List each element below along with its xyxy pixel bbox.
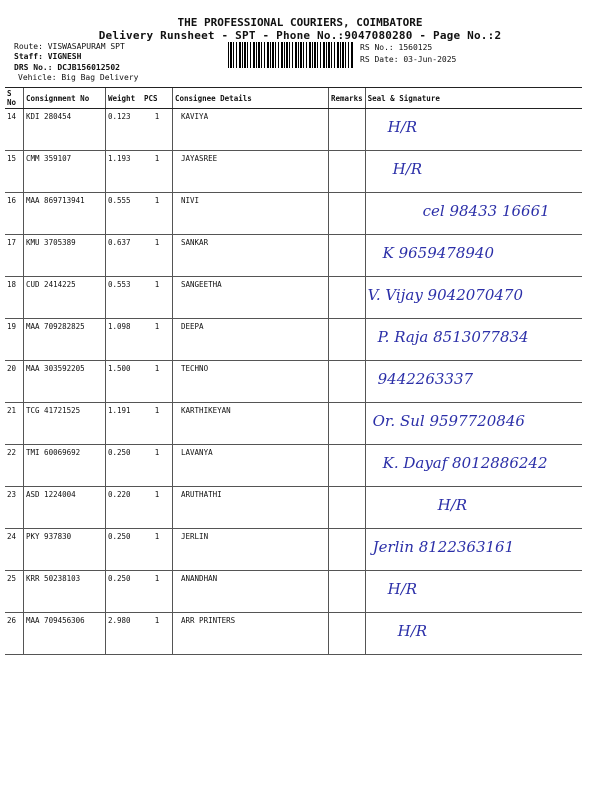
cell-sno: 23: [5, 487, 24, 529]
cell-consignee: JERLIN: [173, 529, 329, 571]
cell-pcs: 1: [142, 109, 173, 151]
cell-consignment-no: MAA 869713941: [24, 193, 106, 235]
cell-consignment-no: KMU 3705389: [24, 235, 106, 277]
cell-pcs: 1: [142, 487, 173, 529]
cell-signature: [365, 193, 582, 235]
cell-sno: 18: [5, 277, 24, 319]
cell-weight: 0.250: [106, 571, 143, 613]
cell-consignment-no: KDI 280454: [24, 109, 106, 151]
handwritten-signature: V. Vijay 9042070470: [367, 286, 523, 304]
cell-sno: 22: [5, 445, 24, 487]
cell-consignee: SANGEETHA: [173, 277, 329, 319]
cell-weight: 1.191: [106, 403, 143, 445]
cell-consignee: ARR PRINTERS: [173, 613, 329, 655]
cell-consignee: JAYASREE: [173, 151, 329, 193]
handwritten-signature: cel 98433 16661: [422, 202, 550, 220]
col-header-signature: Seal & Signature: [365, 88, 582, 109]
cell-remarks: [329, 529, 366, 571]
cell-weight: 0.553: [106, 277, 143, 319]
cell-consignee: LAVANYA: [173, 445, 329, 487]
cell-consignee: NIVI: [173, 193, 329, 235]
cell-remarks: [329, 277, 366, 319]
cell-sno: 25: [5, 571, 24, 613]
cell-signature: [365, 151, 582, 193]
cell-remarks: [329, 319, 366, 361]
col-header-pcs: PCS: [142, 88, 173, 109]
col-header-remarks: Remarks: [329, 88, 366, 109]
table-header-row: [5, 88, 582, 109]
cell-consignment-no: CUD 2414225: [24, 277, 106, 319]
handwritten-signature: H/R: [392, 160, 423, 178]
cell-consignment-no: ASD 1224004: [24, 487, 106, 529]
cell-remarks: [329, 109, 366, 151]
table-row: [5, 445, 582, 487]
cell-consignee: SANKAR: [173, 235, 329, 277]
cell-consignment-no: PKY 937830: [24, 529, 106, 571]
cell-sno: 19: [5, 319, 24, 361]
cell-sno: 21: [5, 403, 24, 445]
col-header-consignment: Consignment No: [24, 88, 106, 109]
cell-signature: [365, 403, 582, 445]
cell-signature: [365, 319, 582, 361]
cell-consignee: ARUTHATHI: [173, 487, 329, 529]
cell-weight: 0.250: [106, 445, 143, 487]
cell-weight: 0.220: [106, 487, 143, 529]
runsheet-subtitle: Delivery Runsheet - SPT - Phone No.:9047080280 - Page No.:2: [98, 29, 502, 42]
handwritten-signature: K 9659478940: [382, 244, 495, 262]
handwritten-signature: Or. Sul 9597720846: [372, 412, 525, 430]
handwritten-signature: H/R: [437, 496, 468, 514]
cell-consignee: ANANDHAN: [173, 571, 329, 613]
cell-sno: 24: [5, 529, 24, 571]
cell-signature: [365, 361, 582, 403]
cell-sno: 15: [5, 151, 24, 193]
barcode-image: [228, 42, 353, 68]
route-text: Route: VISWASAPURAM SPT: [14, 42, 125, 51]
cell-sno: 26: [5, 613, 24, 655]
rs-number: RS No.: 1560125: [360, 43, 433, 52]
col-header-consignee: Consignee Details: [173, 88, 329, 109]
vehicle-text: Vehicle: Big Bag Delivery: [18, 73, 139, 82]
cell-remarks: [329, 445, 366, 487]
cell-signature: [365, 235, 582, 277]
cell-signature: [365, 277, 582, 319]
cell-pcs: 1: [142, 529, 173, 571]
col-header-sno: S No: [5, 88, 24, 109]
table-row: [5, 151, 582, 193]
cell-weight: 1.098: [106, 319, 143, 361]
rs-date: RS Date: 03-Jun-2025: [360, 55, 457, 64]
cell-remarks: [329, 361, 366, 403]
table-row: [5, 361, 582, 403]
cell-weight: 2.980: [106, 613, 143, 655]
cell-consignment-no: MAA 709282825: [24, 319, 106, 361]
table-row: [5, 277, 582, 319]
cell-pcs: 1: [142, 235, 173, 277]
cell-remarks: [329, 151, 366, 193]
table-row: [5, 235, 582, 277]
table-row: [5, 613, 582, 655]
handwritten-signature: H/R: [387, 118, 418, 136]
cell-remarks: [329, 487, 366, 529]
table-row: [5, 319, 582, 361]
handwritten-signature: 9442263337: [377, 370, 474, 388]
cell-pcs: 1: [142, 361, 173, 403]
cell-sno: 16: [5, 193, 24, 235]
cell-consignment-no: TCG 41721525: [24, 403, 106, 445]
cell-remarks: [329, 193, 366, 235]
cell-remarks: [329, 235, 366, 277]
cell-weight: 0.555: [106, 193, 143, 235]
cell-weight: 0.123: [106, 109, 143, 151]
cell-consignment-no: MAA 709456306: [24, 613, 106, 655]
cell-pcs: 1: [142, 571, 173, 613]
cell-remarks: [329, 613, 366, 655]
cell-pcs: 1: [142, 403, 173, 445]
table-row: [5, 193, 582, 235]
cell-weight: 0.250: [106, 529, 143, 571]
cell-pcs: 1: [142, 151, 173, 193]
staff-text: Staff: VIGNESH: [14, 52, 82, 61]
cell-signature: [365, 487, 582, 529]
handwritten-signature: H/R: [397, 622, 428, 640]
drs-text: DRS No.: DCJB156012502: [14, 63, 120, 72]
cell-weight: 0.637: [106, 235, 143, 277]
table-row: [5, 571, 582, 613]
cell-consignee: DEEPA: [173, 319, 329, 361]
runsheet-table: [5, 87, 582, 655]
cell-remarks: [329, 403, 366, 445]
cell-consignment-no: CMM 359107: [24, 151, 106, 193]
cell-pcs: 1: [142, 319, 173, 361]
table-row: [5, 109, 582, 151]
col-header-weight: Weight: [106, 88, 143, 109]
cell-signature: [365, 109, 582, 151]
cell-signature: [365, 529, 582, 571]
cell-sno: 14: [5, 109, 24, 151]
cell-consignee: KAVIYA: [173, 109, 329, 151]
handwritten-signature: K. Dayaf 8012886242: [382, 454, 548, 472]
cell-pcs: 1: [142, 613, 173, 655]
cell-signature: [365, 445, 582, 487]
cell-consignment-no: MAA 303592205: [24, 361, 106, 403]
cell-sno: 17: [5, 235, 24, 277]
cell-consignee: TECHNO: [173, 361, 329, 403]
table-row: [5, 529, 582, 571]
cell-pcs: 1: [142, 193, 173, 235]
cell-pcs: 1: [142, 445, 173, 487]
cell-sno: 20: [5, 361, 24, 403]
cell-pcs: 1: [142, 277, 173, 319]
handwritten-signature: Jerlin 8122363161: [372, 538, 515, 556]
cell-consignment-no: KRR 50238103: [24, 571, 106, 613]
cell-remarks: [329, 571, 366, 613]
table-row: [5, 487, 582, 529]
handwritten-signature: P. Raja 8513077834: [377, 328, 529, 346]
cell-signature: [365, 613, 582, 655]
cell-signature: [365, 571, 582, 613]
cell-consignee: KARTHIKEYAN: [173, 403, 329, 445]
cell-weight: 1.193: [106, 151, 143, 193]
handwritten-signature: H/R: [387, 580, 418, 598]
cell-consignment-no: TMI 60069692: [24, 445, 106, 487]
cell-weight: 1.500: [106, 361, 143, 403]
table-row: [5, 403, 582, 445]
company-title: THE PROFESSIONAL COURIERS, COIMBATORE: [177, 16, 423, 29]
